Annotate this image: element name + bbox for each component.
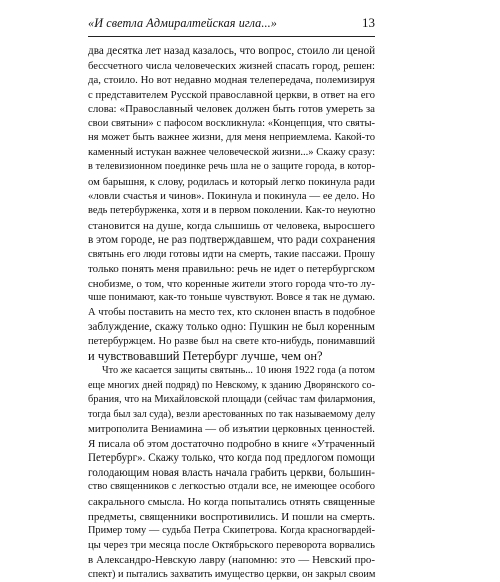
text-line: в этом городе, не раз подтверждавшем, что ради сохранения [88,234,376,247]
text-line: только понять меня правильно: речь не идет о петербургском [88,263,375,276]
text-line: два десятка лет назад казалось, что вопрос, стоило ли ценой [88,45,376,57]
text-line: Что же касается защиты святынь... 10 июня 1922 года (а потом [102,365,375,377]
text-line: голодающим новая власть начала грабить церкви, большин- [88,466,375,479]
text-line: спект) и пытались захватить имущество церкви, он закрыл своим [88,568,376,580]
running-head [88,16,375,37]
text-line: Пример тому — судьба Петра Скипетрова. Когда красногвардей- [88,525,375,537]
text-line: каменный истукан важнее человеческой жизни...» Скажу сразу: [88,146,376,158]
text-line: ом барышня, к слову, родилась и который легко покинула ради [88,175,375,188]
text-line: чше понимают, как-то тоньше чувствуют. Вовсе я так не думаю. [88,292,375,304]
text-line: Петербург». Скажу только, что когда под предлогом помощи [88,452,375,465]
text-line: и чувствовавший Петербург лучше, чем он? [88,349,323,364]
text-line: в телевизионном поединке речь шла не о защите города, в котор- [88,161,375,173]
text-line: становится на душе, когда слышишь от человека, выросшего [88,219,375,232]
text-line: ведь петербурженка, хотя и в первом поколении. Как-то неуютно [88,205,376,217]
text-line: ня может быть важнее жизни, для меня неприемлема. Какой-то [88,132,375,144]
text-line: петербуржцем. Но разве был на свете кто-нибудь, понимавший [88,335,375,347]
text-line: еще многих дней подряд) по Невскому, к зданию Дворянского со- [88,379,375,391]
text-line: «ловли счастья и чинов». Покинула и покинула — ее дело. Но [88,190,375,203]
text-line: тогда был зал суда), везли арестованных по так называемому делу [88,408,376,420]
text-line: сакрального смысла. Но когда попытались отнять священные [88,495,375,508]
text-line: святынь его люди готовы идти на смерть, такие пассажи. Прошу [88,248,375,260]
text-line: митрополита Вениамина — об изъятии церковных ценностей. [88,423,375,436]
text-line: ство священников с легкостью отдали все, не имеющее особого [88,481,375,493]
text-line: А чтобы поставить на место тех, кто склонен впасть в подобное [88,306,375,318]
text-line: бессчетного числа человеческих жизней спасать город, решен: [88,59,375,72]
text-line: цы через три месяца после Октябрьского переворота ворвались [88,539,375,551]
text-line: заблуждение, скажу только одно: Пушкин не был коренным [88,321,375,334]
text-line: снобизме, о том, что коренные жители этого города что-то лу- [88,277,375,290]
text-line: с представителем Русской православной церкви, в ответ на его [88,88,375,101]
page-number: 13 [362,15,375,30]
text-line: предметы, священники воспротивились. И пошли на смерть. [88,510,375,523]
body-text [88,44,375,582]
text-line: слова: «Православный человек должен быть готов умереть за [88,103,375,116]
text-line: свои святыни» с пафосом воскликнула: «Концепция, что святы- [88,117,375,129]
text-line: брания, что на Михайловской площади (сейчас там филармония, [88,394,376,406]
running-title: «И светла Адмиралтейская игла...» [88,16,277,30]
text-line: Я писала об этом достаточно подробно в книге «Утраченный [88,437,375,450]
text-line: в Александро-Невскую лавру (напомню: это — Невский про- [88,554,375,567]
text-line: да, стоило. Но вот недавно модная телепередача, полемизируя [88,74,375,87]
